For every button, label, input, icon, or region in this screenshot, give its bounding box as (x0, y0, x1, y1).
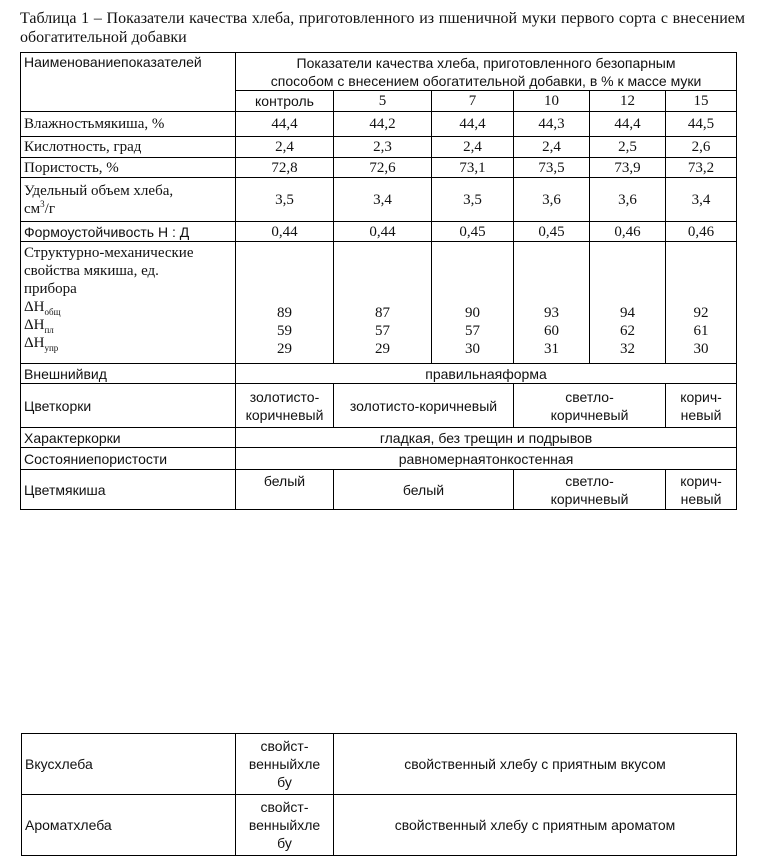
table-cell: 87 57 29 (334, 242, 432, 364)
row-label: Пористость, % (21, 158, 236, 178)
row-label-unit: см (24, 200, 41, 217)
row-label: Кислотность, град (21, 137, 236, 158)
table-cell: 3,4 (666, 178, 737, 222)
table-cell: светло- коричневый (514, 384, 666, 428)
row-label: Внешнийвид (21, 364, 236, 384)
table-cell: 2,6 (666, 137, 737, 158)
table-cell: правильнаяформа (236, 364, 737, 384)
table-cell: 0,46 (590, 222, 666, 242)
row-label (21, 178, 236, 222)
table-cell: 72,6 (334, 158, 432, 178)
row-label-line: Удельный объем хлеба, (24, 182, 174, 199)
table-cell: 2,4 (514, 137, 590, 158)
taste-aroma-table (21, 733, 737, 856)
table-row (21, 137, 737, 158)
column-header: 15 (666, 91, 737, 112)
table-row-struct (21, 242, 737, 364)
delta-h-pl-label: $\Delta Н_{пл}$ (24, 317, 54, 335)
row-label-line: прибора (24, 281, 77, 297)
delta-h-upr-label: $\Delta Н_{упр}$ (24, 335, 59, 353)
table-cell: 2,4 (236, 137, 334, 158)
table-cell: 0,44 (236, 222, 334, 242)
table-row (21, 448, 737, 470)
column-header: 5 (334, 91, 432, 112)
row-label: Формоустойчивость Н : Д (21, 222, 236, 242)
table-row (21, 428, 737, 448)
table-row (21, 112, 737, 137)
row-label: Характеркорки (21, 428, 236, 448)
header-group-cell (236, 53, 737, 91)
table-cell: 3,5 (432, 178, 514, 222)
table-row (21, 158, 737, 178)
table-cell: 44,2 (334, 112, 432, 137)
table-row (22, 795, 737, 856)
table-cell: светло- коричневый (514, 470, 666, 510)
column-header: 12 (590, 91, 666, 112)
table-cell: 2,5 (590, 137, 666, 158)
table-cell: 44,5 (666, 112, 737, 137)
row-label: Цветмякиша (21, 470, 236, 510)
table-cell: золотисто- коричневый (236, 384, 334, 428)
table-caption: Таблица 1 – Показатели качества хлеба, приготовленного из пшеничной муки первого сорта с внесением обогатительной добавки (20, 10, 745, 46)
row-label (21, 242, 236, 364)
row-label-line: свойства мякиша, ед. (24, 263, 159, 279)
row-label-sup: 3 (40, 198, 45, 209)
column-header: 10 (514, 91, 590, 112)
table-cell: 44,4 (236, 112, 334, 137)
table-cell: свойственный хлебу с приятным ароматом (334, 795, 737, 856)
table-cell: золотисто-коричневый (334, 384, 514, 428)
table-cell: 3,4 (334, 178, 432, 222)
row-label: Цветкорки (21, 384, 236, 428)
table-cell: 44,3 (514, 112, 590, 137)
table-cell: 3,5 (236, 178, 334, 222)
table-cell: 73,5 (514, 158, 590, 178)
table-cell: 44,4 (590, 112, 666, 137)
table-cell: белый (334, 470, 514, 510)
table-row (21, 470, 737, 510)
table-cell: 2,4 (432, 137, 514, 158)
header-name: Наименованиепоказателей (24, 54, 202, 70)
header-group-line2: способом с внесением обогатительной добавки, в % к массе муки (270, 72, 702, 89)
row-label-tail: /г (44, 200, 55, 217)
row-label: Вкусхлеба (22, 734, 236, 795)
table-cell: 73,2 (666, 158, 737, 178)
table-cell: 0,46 (666, 222, 737, 242)
table-cell: корич- невый (666, 384, 737, 428)
header-name-cell (21, 53, 236, 112)
table-cell: 2,3 (334, 137, 432, 158)
table-cell: белый (236, 470, 334, 510)
table-row (22, 734, 737, 795)
quality-table (20, 52, 737, 510)
table-cell: свойст- венныйхле бу (236, 795, 334, 856)
table-cell: 92 61 30 (666, 242, 737, 364)
table-cell: 44,4 (432, 112, 514, 137)
row-label-line: Структурно-механические (24, 245, 194, 261)
header-group-line1: Показатели качества хлеба, приготовленного безопарным (296, 54, 676, 71)
table-cell: 90 57 30 (432, 242, 514, 364)
column-header: 7 (432, 91, 514, 112)
row-label: Состояниепористости (21, 448, 236, 470)
table-cell: 72,8 (236, 158, 334, 178)
table-cell: 73,1 (432, 158, 514, 178)
row-label: Ароматхлеба (22, 795, 236, 856)
table-cell: 73,9 (590, 158, 666, 178)
table-row (21, 364, 737, 384)
table-row (21, 222, 737, 242)
table-cell: 93 60 31 (514, 242, 590, 364)
row-label: Влажностьмякиша, % (21, 112, 236, 137)
table-row (21, 384, 737, 428)
table-row (21, 178, 737, 222)
table-cell: 0,45 (432, 222, 514, 242)
column-header: контроль (236, 91, 334, 112)
table-cell: 94 62 32 (590, 242, 666, 364)
table-cell: 3,6 (590, 178, 666, 222)
table-cell: гладкая, без трещин и подрывов (236, 428, 737, 448)
table-cell: свойст- венныйхле бу (236, 734, 334, 795)
table-cell: 0,45 (514, 222, 590, 242)
delta-h-obsh-label: $\Delta Н_{общ}$ (24, 299, 61, 317)
table-cell: свойственный хлебу с приятным вкусом (334, 734, 737, 795)
table-header-row (21, 53, 737, 91)
table-cell: 0,44 (334, 222, 432, 242)
table-cell: корич- невый (666, 470, 737, 510)
table-cell: 89 59 29 (236, 242, 334, 364)
table-cell: равномернаятонкостенная (236, 448, 737, 470)
table-cell: 3,6 (514, 178, 590, 222)
